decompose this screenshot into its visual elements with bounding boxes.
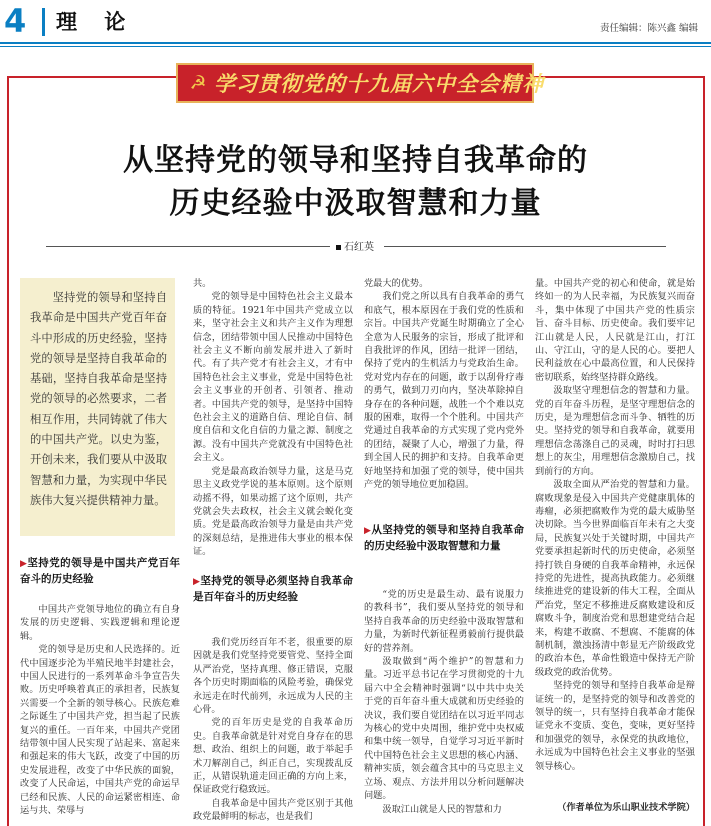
column-2-bottom (193, 636, 353, 823)
party-emblem-icon: ☭ (189, 72, 207, 94)
paragraph: 汲取坚守理想信念的智慧和力量。党的百年奋斗历程，是坚守理想信念的历史，是为理想信念而斗争、牺牲的历史。坚持党的领导和自我革命，就要用理想信念荡涤自己的灵魂，时时打扫思想上的灰尘，用理想信念激励自己，找到前行的方向。 (535, 385, 695, 477)
paragraph: 汲取全面从严治党的智慧和力量。腐败现象是侵入中国共产党健康肌体的毒瘤，必须把腐败作为党的最大威胁坚决切除。当今世界面临百年未有之大变局，民族复兴处于关键时期，中国共产党要承担起新时代的历史使命，必须坚持打铁自身硬的自我革命精神，永远保持党的先进性，提高执政能力。必须继续推进党的建设新的伟大工程，全面从严治党，坚定不移推进反腐败建设和反腐败斗争，制度治党和思想建党结合起来，构建不敢腐、不想腐、不能腐的体制机制，激浊扬清中彰显无产阶级政党的政治本色，革命性锻造中保持无产阶级政党的政治优势。 (535, 479, 695, 678)
column-2-top (193, 277, 353, 558)
triangle-bullet-icon: ▶ (364, 526, 372, 536)
abstract-text: 坚持党的领导和坚持自我革命是中国共产党百年奋斗中形成的历史经验，坚持党的领导是坚持自我革命的基础，坚持自我革命是坚持党的领导的必然要求，二者相互作用，共同铸就了伟大的中国共产党。以史为鉴，开创未来，我们要从中汲取智慧和力量，为实现中华民族伟大复兴提供精神力量。 (30, 291, 167, 507)
paragraph: 我们党之所以具有自我革命的勇气和底气，根本原因在于我们党的性质和宗旨。中国共产党诞生时期确立了全心全意为人民服务的宗旨，形成了批评和自我批评的作风，团结一批评一团结，保持了党内的生机活力与党政治生命。党对党内存在的问题，敢于以刮骨疗毒的勇气，做到刀刃向内，坚决革除掉自身存在的各种问题，战胜一个个难以克服的困难，取得一个个胜利。中国共产党通过自我革命的方式实现了党内党外的团结，凝聚了人心，增强了力量，得到全国人民的拥护和支持。自我革命更好地坚持和加强了党的领导，使中国共产党的领导地位更加稳固。 (364, 291, 524, 491)
byline-rule-right (384, 246, 666, 247)
column-3-top (364, 277, 524, 513)
triangle-bullet-icon: ▶ (193, 577, 201, 587)
header-rule-thin (0, 46, 711, 47)
paragraph: 坚持党的领导和坚持自我革命是辩证统一的，是坚持党的领导和改善党的领导的统一，只有坚持自我革命才能保证党永不变质、变色，变味，更好坚持和加强党的领导，永保党的执政地位，永远成为中国特色社会主义事业的坚强领导核心。 (535, 680, 695, 772)
banner-text: 学习贯彻党的十九届六中全会精神 (214, 71, 544, 96)
paragraph: 量。中国共产党的初心和使命，就是始终如一的为人民幸福，为民族复兴而奋斗，集中体现了中国共产党的性质宗旨、奋斗目标、历史使命。我们要牢记江山就是人民，人民就是江山，打江山、守江山，守的是人民的心。要把人民利益放在心中最高位置，和人民保持密切联系，始终坚持群众路线。 (535, 278, 695, 383)
article-title-line1: 从坚持党的领导和坚持自我革命的 (123, 143, 588, 178)
subheading-3: ▶从坚持党的领导和坚持自我革命的历史经验中汲取智慧和力量 (364, 524, 525, 552)
paragraph: 党的百年历史是党的自我革命历史。自我革命就是针对党自身存在的思想、政治、组织上的问题，敢于举起手术刀解剖自己，纠正自己，实现拨乱反正，从错误轨道走回正确的方向上来，保证政党行稳致远。 (193, 717, 353, 796)
paragraph: 汲取江山就是人民的智慧和力 (382, 803, 502, 815)
triangle-bullet-icon: ▶ (20, 559, 28, 569)
editor-credit: 责任编辑：陈兴鑫 编辑 (600, 23, 699, 34)
header-divider (42, 8, 45, 36)
paragraph: 党的领导是中国特色社会主义最本质的特征。1921年中国共产党成立以来，坚守社会主义和共产主义作为理想信念，团结带领中国人民推动中国特色社会主义不断向前发展并进入了新时代。有了共产党才有社会主义，才有中国特色社会主义事业，党是中国特色社会主义事业的开创者、引领者、推动者。中国共产党的领导，是坚持中国特色社会主义的道路自信、理论自信、制度自信和文化自信的力量之源、制度之源。没有中国共产党就没有中国特色社会主义。 (193, 291, 353, 464)
author-affiliation: （作者单位为乐山职业技术学院） (557, 802, 695, 813)
page-header (0, 0, 711, 44)
column-4 (535, 277, 695, 799)
byline (336, 238, 374, 253)
paragraph: 我们党历经百年不老，很重要的原因就是我们党坚持党要管党、坚持全面从严治党，坚持真理、修正错误，克服各个历史时期面临的风险考验，确保党永远走在时代前列，永远成为人民的主心骨。 (193, 637, 353, 716)
subheading-1: ▶坚持党的领导是中国共产党百年奋斗的历史经验 (20, 557, 181, 585)
paragraph: 党是最高政治领导力量，这是马克思主义政党学说的基本原则。这个原则动摇不得，如果动摇了这个原则，共产党就会失去政权，社会主义就会蜕化变质。党是最高政治领导力量是由共产党的深刻总结，是推进伟大事业的根本保证。 (193, 465, 353, 558)
topic-banner (176, 63, 544, 103)
author-name: 石红英 (344, 242, 374, 253)
column-3-bottom (364, 588, 524, 816)
subheading-2: ▶坚持党的领导必须坚持自我革命是百年奋斗的历史经验 (193, 575, 354, 603)
article-title-line2: 历史经验中汲取智慧和力量 (169, 186, 542, 221)
byline-rule-left (46, 246, 330, 247)
abstract-box (20, 278, 175, 536)
page-number: 4 (4, 2, 27, 40)
paragraph: 党的领导是历史和人民选择的。近代中国逐步沦为半殖民地半封建社会，中国人民进行的一系列革命斗争宣告失败。历史呼唤着真正的承担者，民族复兴需要一个全新的领导核心。民族危难之际诞生了中国共产党，担当起了民族复兴的重任。一百年来，中国共产党团结带领中国人民实现了站起来、富起来和强起来的伟大飞跃，改变了中国的历史发展进程，改变了中华民族的面貌，改变了人民命运，中国共产党的命运早已经和民族、人民的命运紧密相连、命运与共、荣辱与 (20, 644, 180, 817)
paragraph: 党最大的优势。 (364, 278, 429, 289)
paragraph: 汲取做到“两个维护”的智慧和力量。习近平总书记在学习贯彻党的十九届六中全会精神时强调“以中共中央关于党的百年奋斗重大成就和历史经验的决议，我们要自觉团结在以习近平同志为核心的党中央周围，维护党中央权威和集中统一领导，自觉学习习近平新时代中国特色社会主义思想的核心内涵、精神实质，领会蕴含其中的马克思主义立场、观点、方法并用以分析问题解决问题。 (364, 656, 524, 802)
section-title: 理 论 (56, 10, 136, 34)
header-rule (0, 42, 711, 44)
paragraph: “党的历史是最生动、最有说服力的教科书”，我们要从坚持党的领导和坚持自我革命的历史经验中汲取智慧和力量，为新时代新征程勇毅前行提供最好的营养剂。 (364, 589, 524, 654)
square-bullet-icon (336, 245, 341, 250)
paragraph: 自我革命是中国共产党区别于其他政党最鲜明的标志，也是我们 (193, 797, 353, 823)
paragraph: 中国共产党领导地位的确立有自身发展的历史逻辑、实践逻辑和理论逻辑。 (20, 604, 180, 642)
paragraph: 共。 (193, 278, 212, 289)
column-1 (20, 603, 180, 815)
